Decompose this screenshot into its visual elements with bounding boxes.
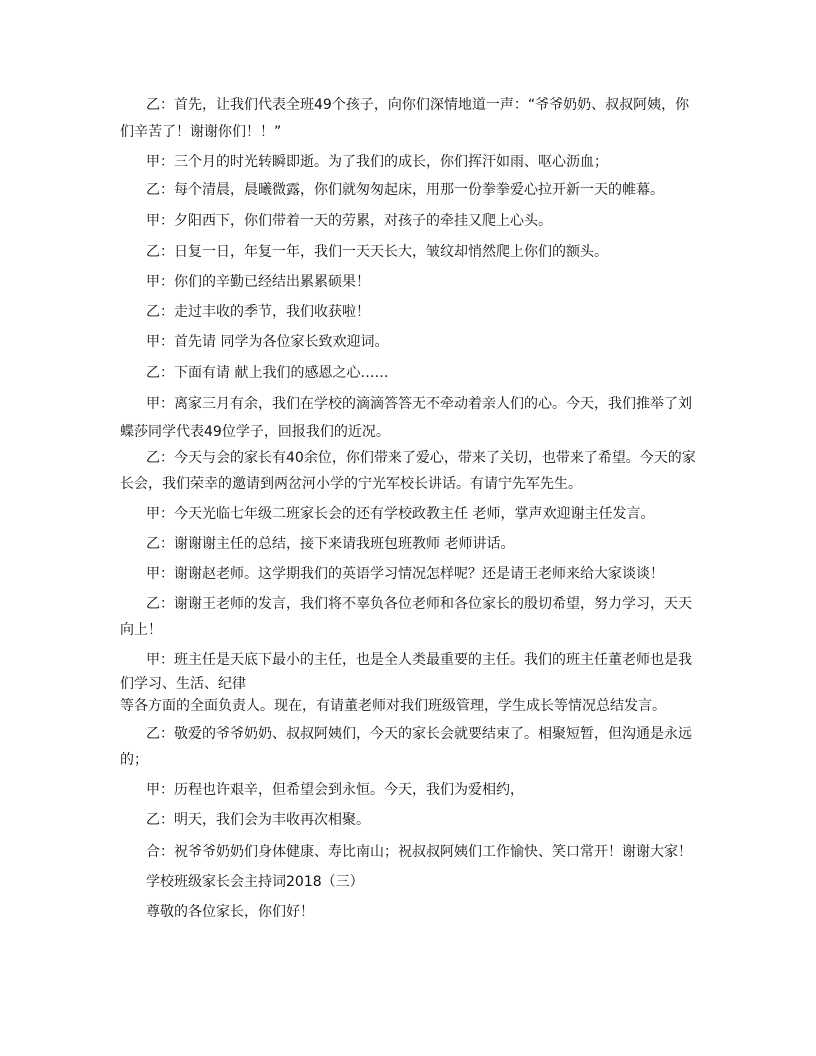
dialogue-line: 长会，我们荣幸的邀请到两岔河小学的宁光军校长讲话。有请宁先军先生。 bbox=[120, 476, 582, 492]
dialogue-line: 甲：你们的辛勤已经结出累累硕果！ bbox=[146, 274, 370, 290]
dialogue-line: 乙：下面有请 献上我们的感恩之心…… bbox=[146, 365, 389, 381]
greeting-line: 尊敬的各位家长，你们好！ bbox=[146, 904, 314, 920]
dialogue-line: 乙：谢谢谢主任的总结，接下来请我班包班教师 老师讲话。 bbox=[146, 536, 515, 552]
dialogue-line: 的； bbox=[120, 752, 148, 768]
dialogue-line: 合：祝爷爷奶奶们身体健康、寿比南山；祝叔叔阿姨们工作愉快、笑口常开！谢谢大家！ bbox=[146, 844, 692, 860]
dialogue-line: 乙：走过丰收的季节，我们收获啦！ bbox=[146, 304, 370, 320]
dialogue-line: 乙：今天与会的家长有40余位，你们带来了爱心，带来了关切，也带来了希望。今天的家 bbox=[146, 450, 696, 466]
dialogue-line: 甲：历程也许艰辛，但希望会到永恒。今天，我们为爱相约， bbox=[146, 782, 524, 798]
section-heading: 学校班级家长会主持词2018（三） bbox=[146, 874, 364, 890]
dialogue-line: 乙：日复一日，年复一年，我们一天天长大，皱纹却悄然爬上你们的额头。 bbox=[146, 244, 608, 260]
dialogue-line: 等各方面的全面负责人。现在，有请董老师对我们班级管理，学生成长等情况总结发言。 bbox=[120, 698, 666, 714]
dialogue-line: 乙：明天，我们会为丰收再次相聚。 bbox=[146, 812, 370, 828]
dialogue-line: 甲：班主任是天底下最小的主任，也是全人类最重要的主任。我们的班主任董老师也是我 bbox=[146, 652, 692, 668]
dialogue-line: 蝶莎同学代表49位学子，回报我们的近况。 bbox=[120, 424, 390, 440]
dialogue-line: 乙：敬爱的爷爷奶奶、叔叔阿姨们，今天的家长会就要结束了。相聚短暂，但沟通是永远 bbox=[146, 726, 692, 742]
dialogue-line: 甲：离家三月有余，我们在学校的滴滴答答无不牵动着亲人们的心。今天，我们推举了刘 bbox=[146, 396, 692, 412]
dialogue-line: 乙：每个清晨，晨曦微露，你们就匆匆起床，用那一份拳拳爱心拉开新一天的帷幕。 bbox=[146, 182, 664, 198]
dialogue-line: 乙：首先，让我们代表全班49个孩子，向你们深情地道一声：“爷爷奶奶、叔叔阿姨，你 bbox=[146, 97, 690, 113]
dialogue-line: 乙：谢谢王老师的发言，我们将不辜负各位老师和各位家长的殷切希望，努力学习，天天 bbox=[146, 596, 692, 612]
dialogue-line: 甲：首先请 同学为各位家长致欢迎词。 bbox=[146, 334, 389, 350]
dialogue-line: 甲：夕阳西下，你们带着一天的劳累，对孩子的牵挂又爬上心头。 bbox=[146, 213, 552, 229]
dialogue-line: 甲：三个月的时光转瞬即逝。为了我们的成长，你们挥汗如雨、呕心沥血； bbox=[146, 154, 608, 170]
dialogue-line: 甲：谢谢赵老师。这学期我们的英语学习情况怎样呢？还是请王老师来给大家谈谈！ bbox=[146, 566, 664, 582]
dialogue-line: 甲：今天光临七年级二班家长会的还有学校政教主任 老师，掌声欢迎谢主任发言。 bbox=[146, 506, 655, 522]
dialogue-line: 向上！ bbox=[120, 622, 162, 638]
dialogue-line: 们辛苦了！谢谢你们！！” bbox=[120, 124, 282, 140]
dialogue-line: 们学习、生活、纪律 bbox=[120, 676, 246, 692]
